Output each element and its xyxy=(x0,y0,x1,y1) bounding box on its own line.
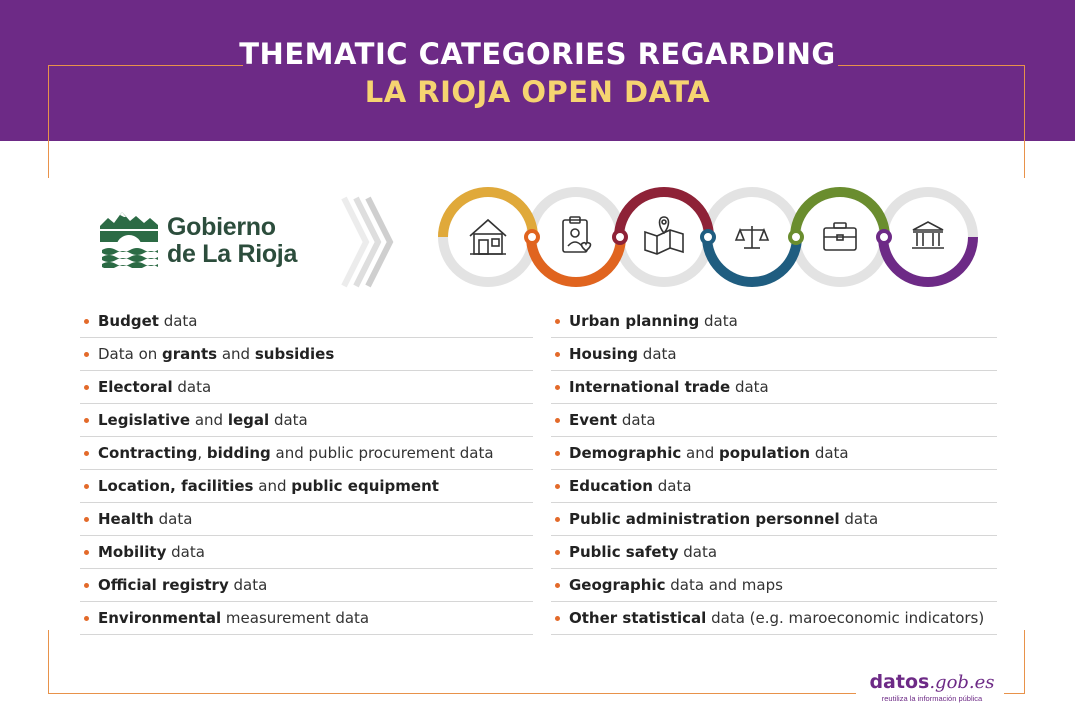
item-bold-text: Geographic xyxy=(569,576,666,594)
item-bold-text: Legislative xyxy=(98,411,191,429)
item-bold-text: International trade xyxy=(569,378,731,396)
list-item xyxy=(80,437,533,470)
bullet-dot xyxy=(84,451,89,456)
map-pin-icon xyxy=(645,217,683,254)
list-item xyxy=(80,602,533,635)
clipboard-person-heart-icon xyxy=(563,217,591,252)
item-text: Data on xyxy=(98,345,163,363)
bullet-dot xyxy=(555,418,560,423)
item-text: and xyxy=(253,477,292,495)
logo-wordmark xyxy=(167,214,297,268)
right-category-list xyxy=(551,305,997,635)
item-bold-text: Education xyxy=(569,477,653,495)
list-item xyxy=(551,437,997,470)
bullet-dot xyxy=(555,385,560,390)
item-bold-text: Official registry xyxy=(98,576,229,594)
gobierno-la-rioja-logo xyxy=(100,208,320,270)
item-bold-text: Environmental xyxy=(98,609,222,627)
item-bold-text: subsidies xyxy=(254,345,335,363)
item-bold-text: Housing xyxy=(569,345,639,363)
item-text: data xyxy=(652,477,692,495)
list-item xyxy=(80,338,533,371)
frame-line xyxy=(48,65,49,178)
bullet-dot xyxy=(84,352,89,357)
item-text: data xyxy=(269,411,308,429)
item-text: data xyxy=(158,312,198,330)
list-item xyxy=(80,569,533,602)
list-item xyxy=(551,470,997,503)
item-bold-text: legal xyxy=(227,411,270,429)
list-item xyxy=(80,536,533,569)
bullet-dot xyxy=(84,517,89,522)
scales-icon xyxy=(736,226,768,248)
brand-tagline: reutiliza la información pública xyxy=(881,694,983,703)
bullet-dot xyxy=(84,550,89,555)
frame-line xyxy=(1004,693,1025,694)
item-bold-text: population xyxy=(719,444,811,462)
list-item xyxy=(80,503,533,536)
item-bold-text: Mobility xyxy=(98,543,167,561)
list-item xyxy=(551,404,997,437)
gobierno-la-rioja-emblem-icon xyxy=(100,208,158,268)
title-line-1: THEMATIC CATEGORIES REGARDING xyxy=(239,37,836,71)
logo-line-2: de La Rioja xyxy=(167,240,298,268)
list-item xyxy=(80,371,533,404)
item-bold-text: Urban planning xyxy=(569,312,700,330)
list-item xyxy=(551,536,997,569)
bullet-dot xyxy=(555,517,560,522)
chevron-right-icon xyxy=(340,196,395,288)
briefcase-icon xyxy=(824,223,856,250)
item-text: and xyxy=(190,411,228,429)
item-bold-text: Public administration personnel xyxy=(569,510,840,528)
item-text: data (e.g. maroeconomic indicators) xyxy=(706,609,985,627)
item-bold-text: bidding xyxy=(206,444,271,462)
item-text: data xyxy=(810,444,849,462)
item-text: data xyxy=(228,576,268,594)
item-text: data xyxy=(678,543,718,561)
item-bold-text: grants xyxy=(162,345,218,363)
bullet-dot xyxy=(84,418,89,423)
left-category-list xyxy=(80,305,533,635)
bullet-dot xyxy=(555,451,560,456)
item-text: and xyxy=(681,444,720,462)
frame-line xyxy=(48,630,49,693)
item-bold-text: Budget xyxy=(98,312,159,330)
item-text: data xyxy=(638,345,677,363)
list-item xyxy=(551,569,997,602)
brand-part-1: datos xyxy=(869,671,930,693)
item-bold-text: Electoral xyxy=(98,378,173,396)
list-item xyxy=(80,404,533,437)
list-item xyxy=(551,305,997,338)
bullet-dot xyxy=(84,583,89,588)
category-rings xyxy=(432,180,992,295)
item-bold-text: Other statistical xyxy=(569,609,707,627)
item-bold-text: Public safety xyxy=(569,543,679,561)
bullet-dot xyxy=(555,352,560,357)
frame-line xyxy=(838,65,1024,66)
item-text: data xyxy=(730,378,769,396)
bullet-dot xyxy=(84,616,89,621)
item-text: data xyxy=(172,378,212,396)
brand-part-2: .gob.es xyxy=(929,672,995,693)
item-text: data xyxy=(617,411,656,429)
item-bold-text: Event xyxy=(569,411,618,429)
bullet-dot xyxy=(555,616,560,621)
frame-line xyxy=(1024,630,1025,693)
frame-line xyxy=(1024,65,1025,178)
item-text: data and maps xyxy=(665,576,783,594)
item-text: , xyxy=(197,444,207,462)
bullet-dot xyxy=(84,484,89,489)
item-bold-text: public equipment xyxy=(291,477,439,495)
frame-line xyxy=(48,65,243,66)
item-text: measurement data xyxy=(221,609,370,627)
frame-line xyxy=(48,693,856,694)
bullet-dot xyxy=(84,385,89,390)
list-item xyxy=(551,503,997,536)
item-bold-text: Health xyxy=(98,510,154,528)
list-item xyxy=(551,602,997,635)
item-text: and public procurement data xyxy=(270,444,494,462)
item-text: data xyxy=(166,543,205,561)
bullet-dot xyxy=(555,583,560,588)
bullet-dot xyxy=(555,550,560,555)
item-text: and xyxy=(217,345,255,363)
item-bold-text: Location, facilities xyxy=(98,477,254,495)
house-icon xyxy=(470,220,506,254)
datos-gob-es-brand xyxy=(862,672,1002,703)
item-text: data xyxy=(839,510,879,528)
brand-wordmark xyxy=(862,672,1002,693)
page-title xyxy=(0,36,1075,110)
item-bold-text: Demographic xyxy=(569,444,682,462)
list-item xyxy=(80,305,533,338)
bullet-dot xyxy=(555,484,560,489)
government-building-icon xyxy=(912,222,944,248)
list-item xyxy=(80,470,533,503)
bullet-dot xyxy=(84,319,89,324)
list-item xyxy=(551,371,997,404)
item-text: data xyxy=(699,312,738,330)
list-item xyxy=(551,338,997,371)
item-text: data xyxy=(153,510,193,528)
item-bold-text: Contracting xyxy=(98,444,198,462)
title-line-2: LA RIOJA OPEN DATA xyxy=(364,75,711,109)
logo-line-1: Gobierno xyxy=(167,213,276,241)
bullet-dot xyxy=(555,319,560,324)
